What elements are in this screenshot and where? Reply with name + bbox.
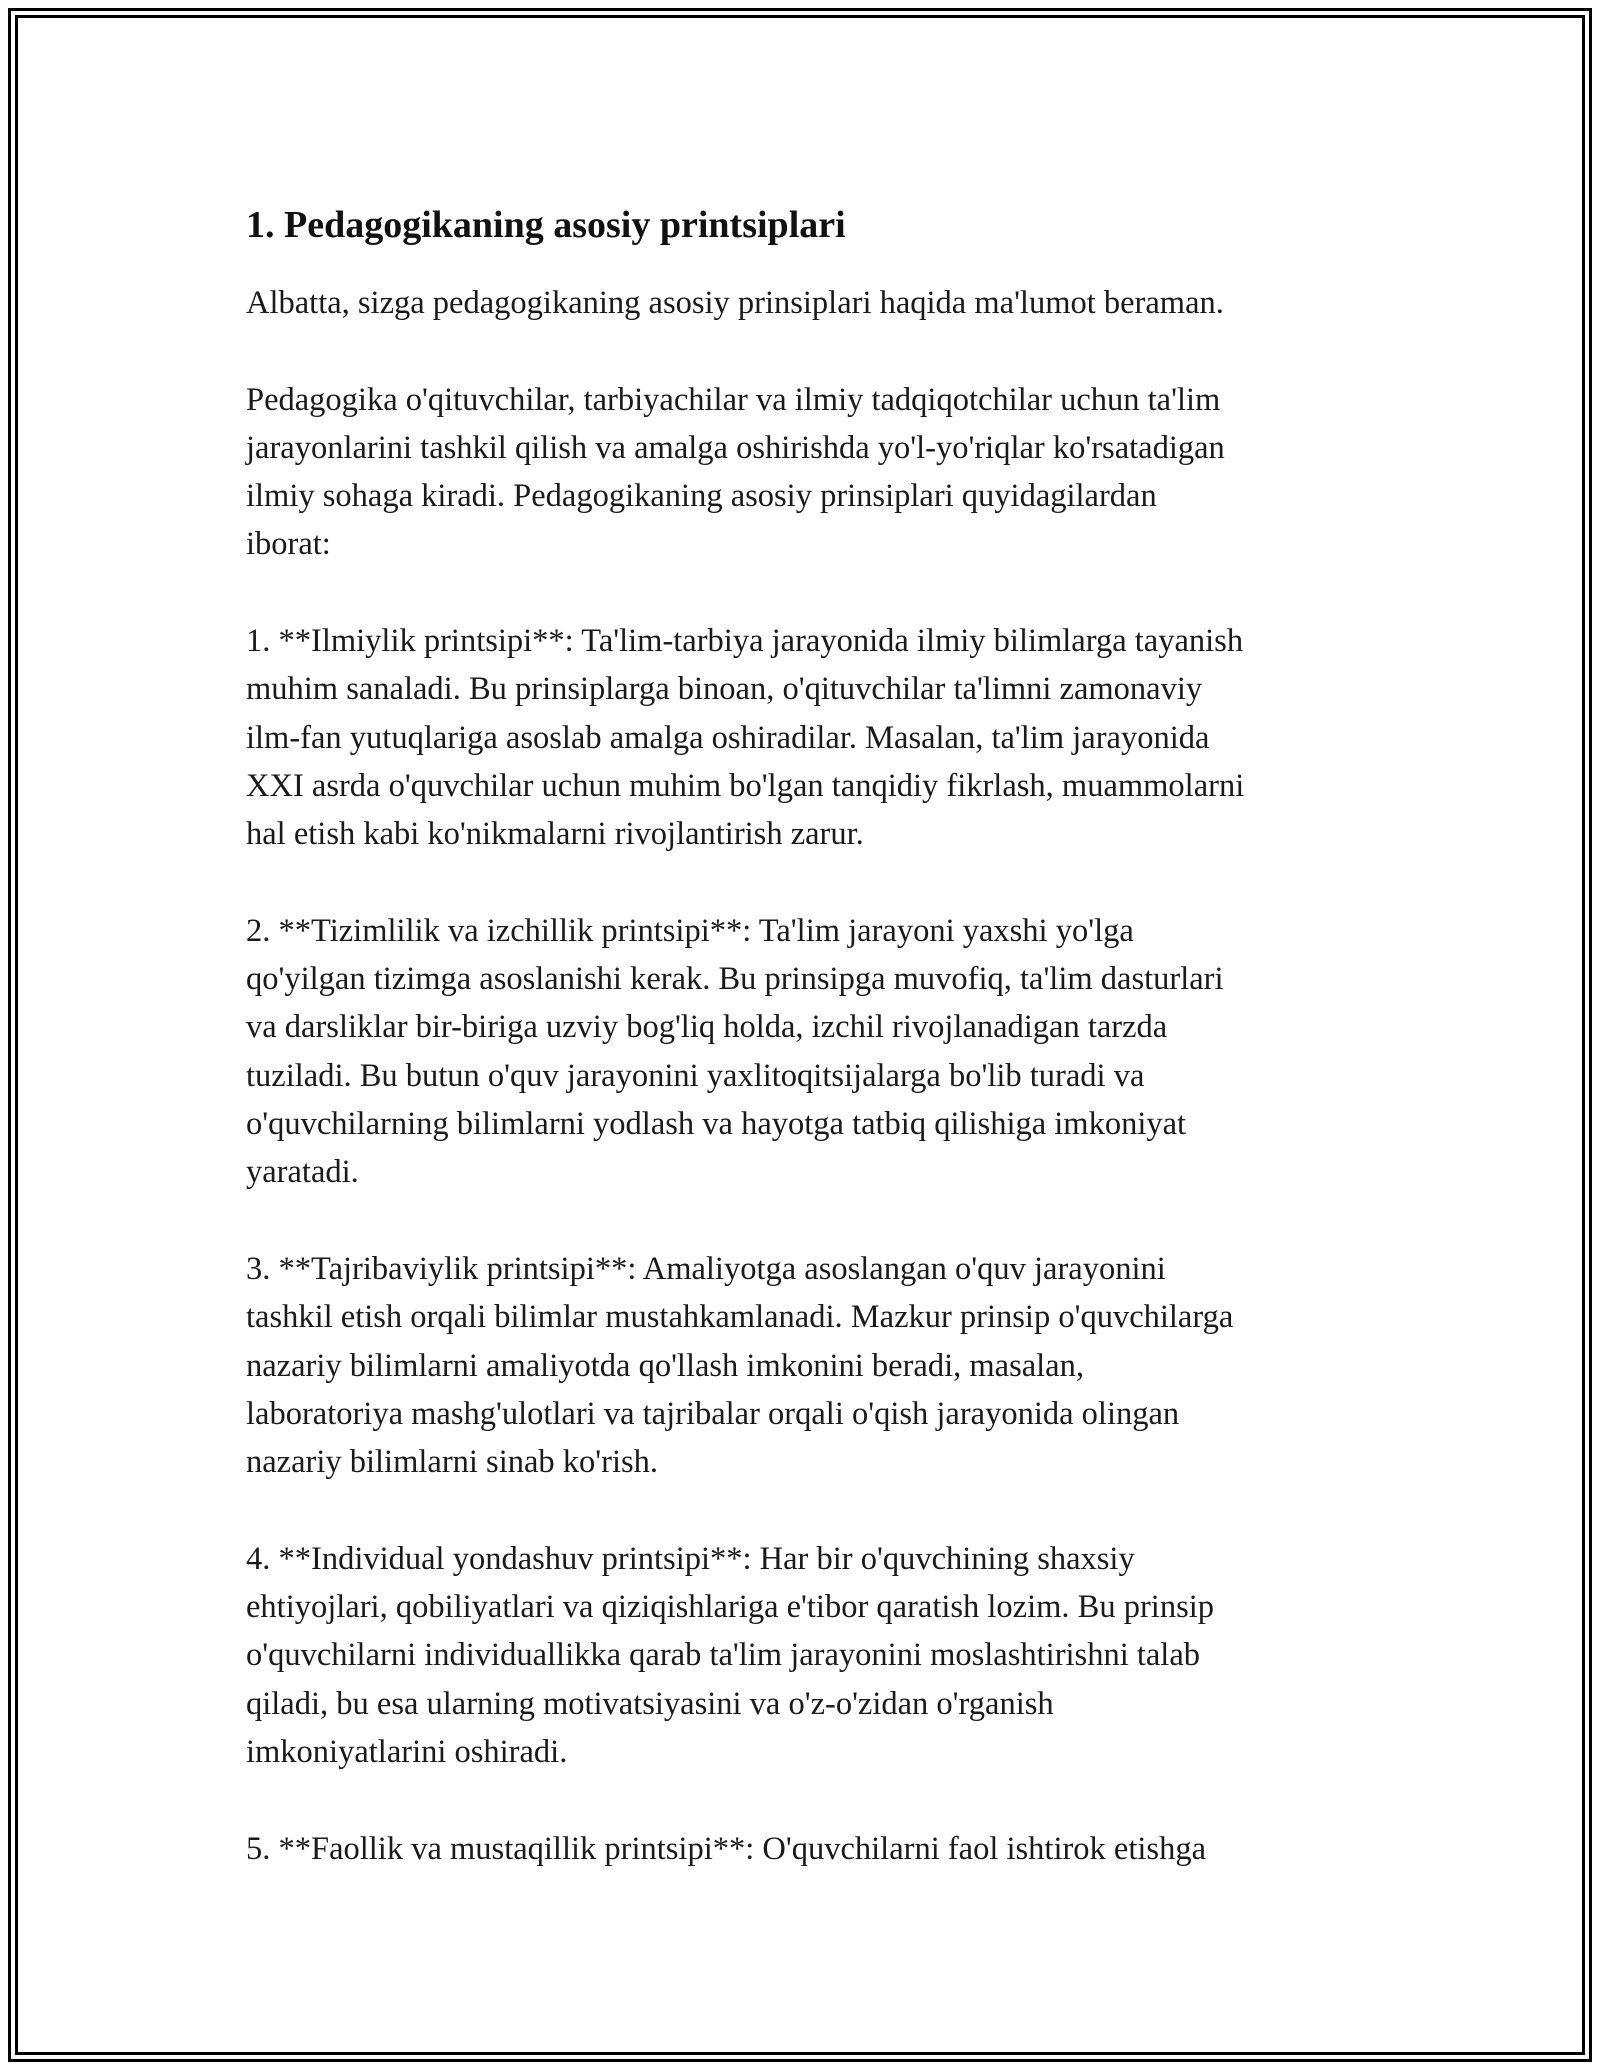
text-line: jarayonlarini tashkil qilish va amalga oshirishda yo'l-yo'riqlar ko'rsatadigan — [246, 429, 1225, 466]
text-line: Albatta, sizga pedagogikaning asosiy prinsiplari haqida ma'lumot beraman. — [246, 285, 1224, 321]
text-line: ilmiy sohaga kiradi. Pedagogikaning asosiy prinsiplari quyidagilardan — [246, 478, 1157, 515]
text-line: 1. **Ilmiylik printsipi**: Ta'lim-tarbiya jarayonida ilmiy bilimlarga tayanish — [246, 623, 1244, 660]
text-line: qiladi, bu esa ularning motivatsiyasini va o'z-o'zidan o'rganish — [246, 1685, 1054, 1722]
paragraph-principle-3 — [246, 1245, 1396, 1486]
text-line: qo'yilgan tizimga asoslanishi kerak. Bu prinsipga muvofiq, ta'lim dasturlari — [246, 961, 1224, 998]
paragraph-principle-2 — [246, 907, 1396, 1197]
text-line: ehtiyojlari, qobiliyatlari va qiziqishlariga e'tibor qaratish lozim. Bu prinsip — [246, 1589, 1215, 1626]
text-line: o'quvchilarning bilimlarni yodlash va hayotga tatbiq qilishiga imkoniyat — [246, 1106, 1187, 1143]
paragraph-intro — [246, 279, 1396, 327]
text-line: yaratadi. — [246, 1154, 359, 1191]
text-line: nazariy bilimlarni sinab ko'rish. — [246, 1444, 659, 1481]
text-line: nazariy bilimlarni amaliyotda qo'llash imkonini beradi, masalan, — [246, 1347, 1084, 1384]
text-line: XXI asrda o'quvchilar uchun muhim bo'lgan tanqidiy fikrlash, muammolarni — [246, 767, 1245, 804]
text-line: tashkil etish orqali bilimlar mustahkamlanadi. Mazkur prinsip o'quvchilarga — [246, 1299, 1234, 1336]
text-line: muhim sanaladi. Bu prinsiplarga binoan, o'qituvchilar ta'limni zamonaviy — [246, 671, 1203, 708]
text-line: 4. **Individual yondashuv printsipi**: Har bir o'quvchining shaxsiy — [246, 1540, 1135, 1577]
paragraph-principle-4 — [246, 1535, 1396, 1776]
text-line: imkoniyatlarini oshiradi. — [246, 1733, 568, 1770]
text-line: va darsliklar bir-biriga uzviy bog'liq holda, izchil rivojlanadigan tarzda — [246, 1009, 1168, 1046]
document-title: 1. Pedagogikaning asosiy printsiplari — [246, 204, 846, 246]
paragraph-principle-1 — [246, 617, 1396, 858]
text-line: hal etish kabi ko'nikmalarni rivojlantirish zarur. — [246, 816, 864, 853]
text-line: 5. **Faollik va mustaqillik printsipi**: O'quvchilarni faol ishtirok etishga — [246, 1830, 1206, 1867]
text-line: 3. **Tajribaviylik printsipi**: Amaliyotga asoslangan o'quv jarayonini — [246, 1250, 1166, 1287]
text-line: tuziladi. Bu butun o'quv jarayonini yaxlitoqitsijalarga bo'lib turadi va — [246, 1057, 1145, 1094]
text-line: Pedagogika o'qituvchilar, tarbiyachilar va ilmiy tadqiqotchilar uchun ta'lim — [246, 381, 1221, 418]
text-line: o'quvchilarni individuallikka qarab ta'lim jarayonini moslashtirishni talab — [246, 1637, 1201, 1674]
text-line: 2. **Tizimlilik va izchillik printsipi**: Ta'lim jarayoni yaxshi yo'lga — [246, 912, 1134, 949]
paragraph-principle-5 — [246, 1825, 1396, 1873]
paragraph-definition — [246, 376, 1396, 569]
page-frame — [8, 8, 1592, 2062]
text-line: laboratoriya mashg'ulotlari va tajribalar orqali o'qish jarayonida olingan — [246, 1395, 1180, 1432]
document-body — [246, 201, 1396, 1921]
text-line: ilm-fan yutuqlariga asoslab amalga oshiradilar. Masalan, ta'lim jarayonida — [246, 719, 1210, 756]
text-line: iborat: — [246, 526, 331, 563]
